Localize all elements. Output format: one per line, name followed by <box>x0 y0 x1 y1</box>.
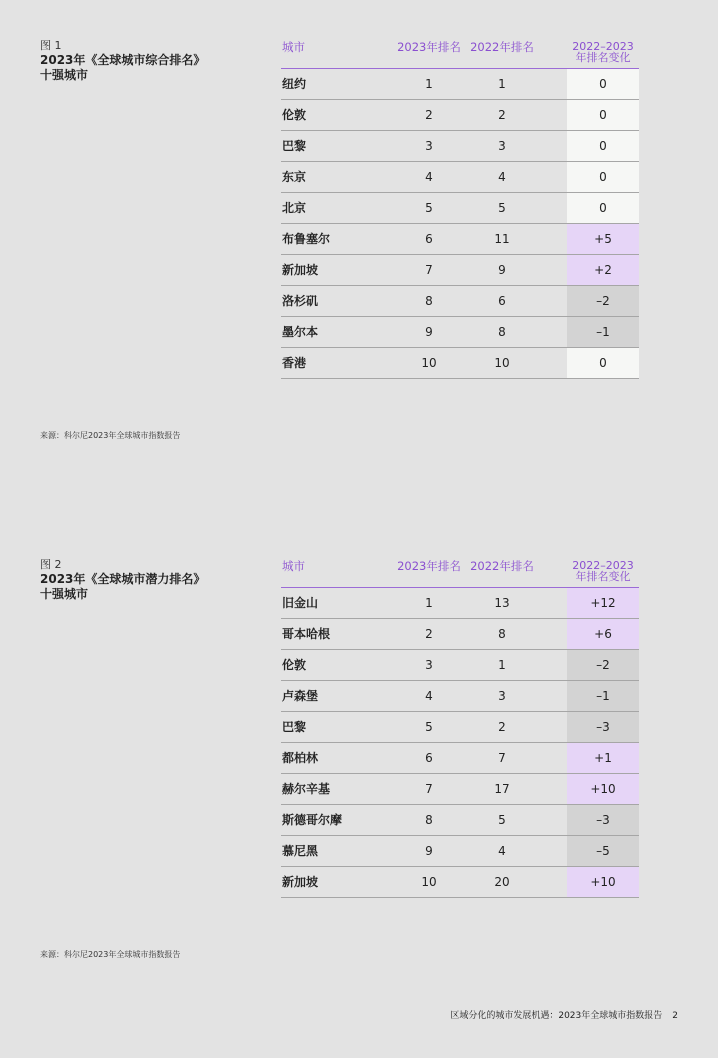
rank-2023-cell: 7 <box>425 782 433 796</box>
city-cell: 纽约 <box>282 77 307 91</box>
rank-change-cell: +2 <box>567 255 639 285</box>
rank-2022-cell: 8 <box>498 627 506 641</box>
city-cell: 新加坡 <box>282 875 319 889</box>
table-row <box>281 588 639 619</box>
rank-change-cell: 0 <box>567 100 639 130</box>
table-row <box>281 743 639 774</box>
rank-2023-cell: 5 <box>425 720 433 734</box>
rank-2022-cell: 1 <box>498 77 506 91</box>
rank-change-cell: –3 <box>567 805 639 835</box>
rank-2023-cell: 1 <box>425 596 433 610</box>
table-row <box>281 286 639 317</box>
city-cell: 巴黎 <box>282 139 307 153</box>
rank-change-cell: +10 <box>567 867 639 897</box>
rank-2022-cell: 9 <box>498 263 506 277</box>
rank-2022-cell: 3 <box>498 689 506 703</box>
rank-2023-cell: 2 <box>425 627 433 641</box>
rank-2022-cell: 2 <box>498 720 506 734</box>
rank-change-cell: –5 <box>567 836 639 866</box>
ranking-table <box>281 39 639 379</box>
header-rank-change <box>567 560 639 582</box>
rank-2023-cell: 6 <box>425 751 433 765</box>
city-cell: 慕尼黑 <box>282 844 319 858</box>
table-body <box>281 69 639 379</box>
rank-2022-cell: 4 <box>498 170 506 184</box>
rank-2023-cell: 8 <box>425 294 433 308</box>
header-rank-2022: 2022年排名 <box>470 559 534 573</box>
rank-2022-cell: 4 <box>498 844 506 858</box>
table-row <box>281 712 639 743</box>
table-row <box>281 650 639 681</box>
header-change-line2: 年排名变化 <box>575 570 631 583</box>
table-row <box>281 317 639 348</box>
header-city: 城市 <box>282 40 305 54</box>
table-body <box>281 588 639 898</box>
city-cell: 伦敦 <box>282 108 307 122</box>
table-row <box>281 255 639 286</box>
city-cell: 巴黎 <box>282 720 307 734</box>
rank-change-cell: 0 <box>567 193 639 223</box>
rank-2022-cell: 8 <box>498 325 506 339</box>
table-row <box>281 193 639 224</box>
rank-2022-cell: 13 <box>494 596 510 610</box>
rank-change-cell: –2 <box>567 286 639 316</box>
rank-2023-cell: 6 <box>425 232 433 246</box>
ranking-table <box>281 558 639 898</box>
rank-2023-cell: 7 <box>425 263 433 277</box>
table-row <box>281 224 639 255</box>
figure-title-line1: 2023年《全球城市潜力排名》 <box>40 572 206 586</box>
figure-title-line2: 十强城市 <box>40 587 89 601</box>
rank-change-cell: +6 <box>567 619 639 649</box>
rank-2022-cell: 5 <box>498 813 506 827</box>
table-row <box>281 100 639 131</box>
figure-title-line2: 十强城市 <box>40 68 89 82</box>
city-cell: 赫尔辛基 <box>282 782 331 796</box>
city-cell: 布鲁塞尔 <box>282 232 331 246</box>
rank-change-cell: –1 <box>567 317 639 347</box>
rank-change-cell: 0 <box>567 131 639 161</box>
rank-2022-cell: 1 <box>498 658 506 672</box>
rank-2023-cell: 4 <box>425 170 433 184</box>
source-note: 来源：科尔尼2023年全球城市指数报告 <box>40 431 181 440</box>
header-rank-2023: 2023年排名 <box>397 559 461 573</box>
rank-2023-cell: 9 <box>425 844 433 858</box>
rank-change-cell: 0 <box>567 69 639 99</box>
rank-2023-cell: 2 <box>425 108 433 122</box>
header-change-line2: 年排名变化 <box>575 51 631 64</box>
rank-2022-cell: 11 <box>494 232 510 246</box>
page-footer <box>450 1008 678 1021</box>
footer-title: 区域分化的城市发展机遇：2023年全球城市指数报告 <box>450 1011 663 1021</box>
table-row <box>281 774 639 805</box>
page-number: 2 <box>672 1011 678 1021</box>
table-row <box>281 681 639 712</box>
header-rank-change <box>567 41 639 63</box>
city-cell: 新加坡 <box>282 263 319 277</box>
rank-change-cell: +12 <box>567 588 639 618</box>
rank-change-cell: 0 <box>567 162 639 192</box>
table-row <box>281 619 639 650</box>
table-row <box>281 836 639 867</box>
rank-change-cell: +5 <box>567 224 639 254</box>
table-header <box>281 39 639 69</box>
rank-change-cell: –2 <box>567 650 639 680</box>
figure-number: 图 1 <box>40 39 62 52</box>
table-row <box>281 162 639 193</box>
city-cell: 旧金山 <box>282 596 319 610</box>
rank-2022-cell: 17 <box>494 782 510 796</box>
table-header <box>281 558 639 588</box>
city-cell: 伦敦 <box>282 658 307 672</box>
rank-2023-cell: 9 <box>425 325 433 339</box>
table-row <box>281 348 639 379</box>
rank-2022-cell: 6 <box>498 294 506 308</box>
rank-2023-cell: 4 <box>425 689 433 703</box>
city-cell: 香港 <box>282 356 307 370</box>
table-row <box>281 131 639 162</box>
table-row <box>281 867 639 898</box>
rank-2022-cell: 2 <box>498 108 506 122</box>
rank-change-cell: +10 <box>567 774 639 804</box>
rank-2022-cell: 20 <box>494 875 510 889</box>
header-city: 城市 <box>282 559 305 573</box>
rank-change-cell: 0 <box>567 348 639 378</box>
rank-change-cell: –3 <box>567 712 639 742</box>
city-cell: 都柏林 <box>282 751 319 765</box>
rank-2023-cell: 3 <box>425 139 433 153</box>
rank-2022-cell: 5 <box>498 201 506 215</box>
figure-number: 图 2 <box>40 558 62 571</box>
rank-2023-cell: 5 <box>425 201 433 215</box>
figure-title-line1: 2023年《全球城市综合排名》 <box>40 53 206 67</box>
rank-2023-cell: 1 <box>425 77 433 91</box>
figure-caption <box>40 558 240 602</box>
city-cell: 哥本哈根 <box>282 627 331 641</box>
city-cell: 墨尔本 <box>282 325 319 339</box>
rank-2023-cell: 10 <box>421 356 437 370</box>
table-row <box>281 69 639 100</box>
city-cell: 东京 <box>282 170 307 184</box>
source-note: 来源：科尔尼2023年全球城市指数报告 <box>40 950 181 959</box>
table-row <box>281 805 639 836</box>
rank-2023-cell: 3 <box>425 658 433 672</box>
header-rank-2022: 2022年排名 <box>470 40 534 54</box>
header-change-line1: 2022–2023 <box>572 559 634 572</box>
city-cell: 北京 <box>282 201 307 215</box>
city-cell: 斯德哥尔摩 <box>282 813 343 827</box>
figure-caption <box>40 39 240 83</box>
rank-2022-cell: 10 <box>494 356 510 370</box>
rank-2022-cell: 7 <box>498 751 506 765</box>
header-change-line1: 2022–2023 <box>572 40 634 53</box>
rank-2023-cell: 10 <box>421 875 437 889</box>
rank-2023-cell: 8 <box>425 813 433 827</box>
city-cell: 卢森堡 <box>282 689 319 703</box>
city-cell: 洛杉矶 <box>282 294 319 308</box>
rank-2022-cell: 3 <box>498 139 506 153</box>
rank-change-cell: +1 <box>567 743 639 773</box>
rank-change-cell: –1 <box>567 681 639 711</box>
header-rank-2023: 2023年排名 <box>397 40 461 54</box>
